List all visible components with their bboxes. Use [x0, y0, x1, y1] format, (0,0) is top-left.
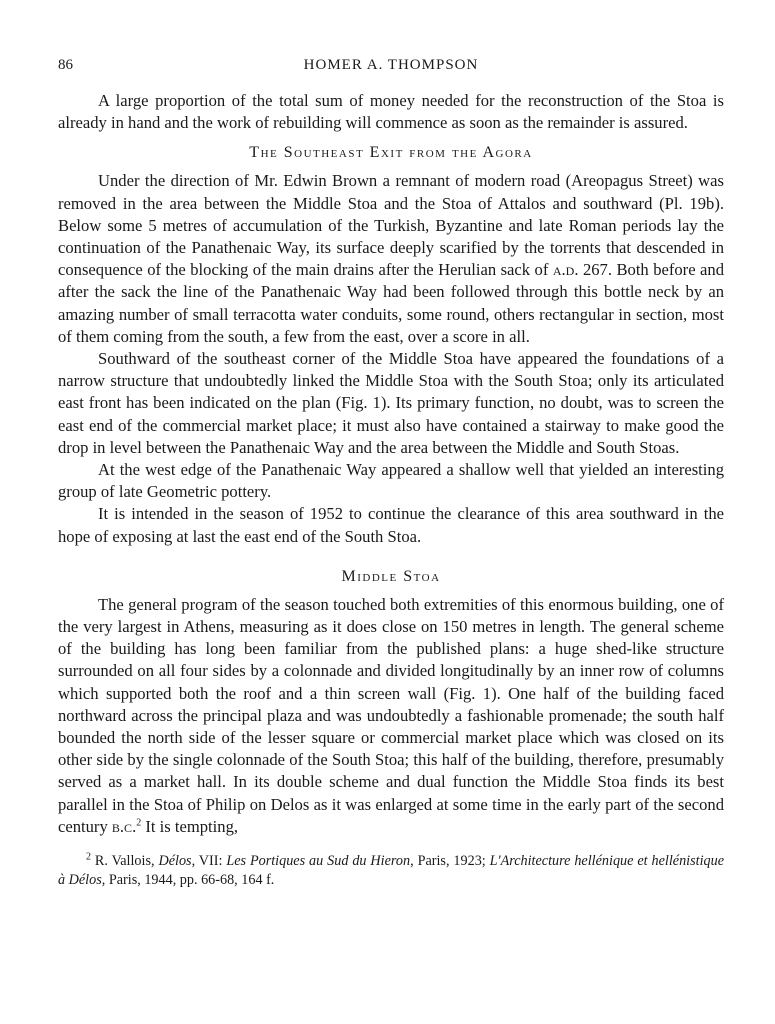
text-span: Under the direction of Mr. Edwin Brown a remnant of modern road (Areopagus Street) was removed in the area between the Middle Stoa and the Stoa of Attalos and southward (Pl. 19b). Below some 5 metres of accumulation of the Turkish, Byzantine and late Roman periods lay the continuation of the Panathenaic Way, its surface deeply scarified by the torrents that descended in consequence of the blocking of the main drains after the Herulian sack of — [58, 171, 724, 280]
page-number: 86 — [58, 57, 73, 73]
paragraph — [58, 170, 724, 348]
text-span: The general program of the season touched both extremities of this enormous building, one of the very largest in Athens, measuring as it does close on 150 metres in length. The general scheme of the building has long been familiar from the published plans: a huge shed-like structure surrounded on all four sides by a colonnade and divided longitudinally by an inner row of columns which supported both the roof and a thin screen wall (Fig. 1). One half of the building faced northward across the principal plaza and was undoubtedly a fashionable promenade; the south half bounded the north side of the lesser square or commercial market place which was closed on its other side by the single colonnade of the South Stoa; this half of the building, therefore, presumably served as a market hall. In its double scheme and dual function the Middle Stoa finds its best parallel in the Stoa of Philip on Delos as it was enlarged at some time in the early part of the second century — [58, 594, 724, 836]
paragraph — [58, 594, 724, 838]
intro-paragraph: A large proportion of the total sum of money needed for the reconstruction of the Stoa is already in hand and the work of rebuilding will commence as soon as the remainder is assured. — [58, 91, 724, 133]
page — [58, 54, 724, 890]
running-title: HOMER A. THOMPSON — [303, 57, 479, 73]
era-abbreviation: b.c. — [111, 816, 137, 836]
section-heading-southeast-exit: The Southeast Exit from the Agora — [249, 144, 533, 162]
footnote-title: Délos — [158, 853, 192, 870]
footnote-text: , Paris, 1944, pp. 66-68, 164 f. — [101, 872, 275, 889]
footnote-author: R. Vallois, — [91, 853, 159, 870]
footnote-title: Les Portiques au Sud du Hieron — [226, 853, 411, 870]
footnote-text: , VII: — [191, 853, 227, 870]
paragraph: Southward of the southeast corner of the Middle Stoa have appeared the foundations of a narrow structure that undoubtedly linked the Middle Stoa with the South Stoa; only its articulated east front has been indicated on the plan (Fig. 1). Its primary function, no doubt, was to screen the east end of the commercial market place; it must also have contained a stairway to make good the drop in level between the Panathenaic Way and the area between the Middle and South Stoas. — [58, 349, 724, 457]
footnote-text: , Paris, 1923; — [410, 853, 490, 870]
footnote — [58, 852, 724, 890]
footnote-reference: 2 — [136, 817, 142, 829]
text-span: 267. Both before and after the sack the line of the Panathenaic Way had been followed through this bottle neck by an amazing number of small terracotta water conduits, some round, others rectangular in section, most of them coming from the south, a few from the east, over a score in all. — [58, 260, 724, 346]
paragraph: At the west edge of the Panathenaic Way appeared a shallow well that yielded an interesting group of late Geometric pottery. — [58, 460, 724, 502]
section-heading-middle-stoa: Middle Stoa — [341, 567, 441, 585]
era-abbreviation: a.d. — [552, 260, 579, 280]
paragraph: It is intended in the season of 1952 to continue the clearance of this area southward in the hope of exposing at last the east end of the South Stoa. — [58, 504, 724, 546]
footnote-marker: 2 — [86, 851, 91, 863]
footnote-title: L'Architecture hellénique et hellénistique à Délos — [58, 853, 724, 889]
text-span: It is tempting, — [141, 816, 239, 836]
page-header — [58, 54, 724, 78]
